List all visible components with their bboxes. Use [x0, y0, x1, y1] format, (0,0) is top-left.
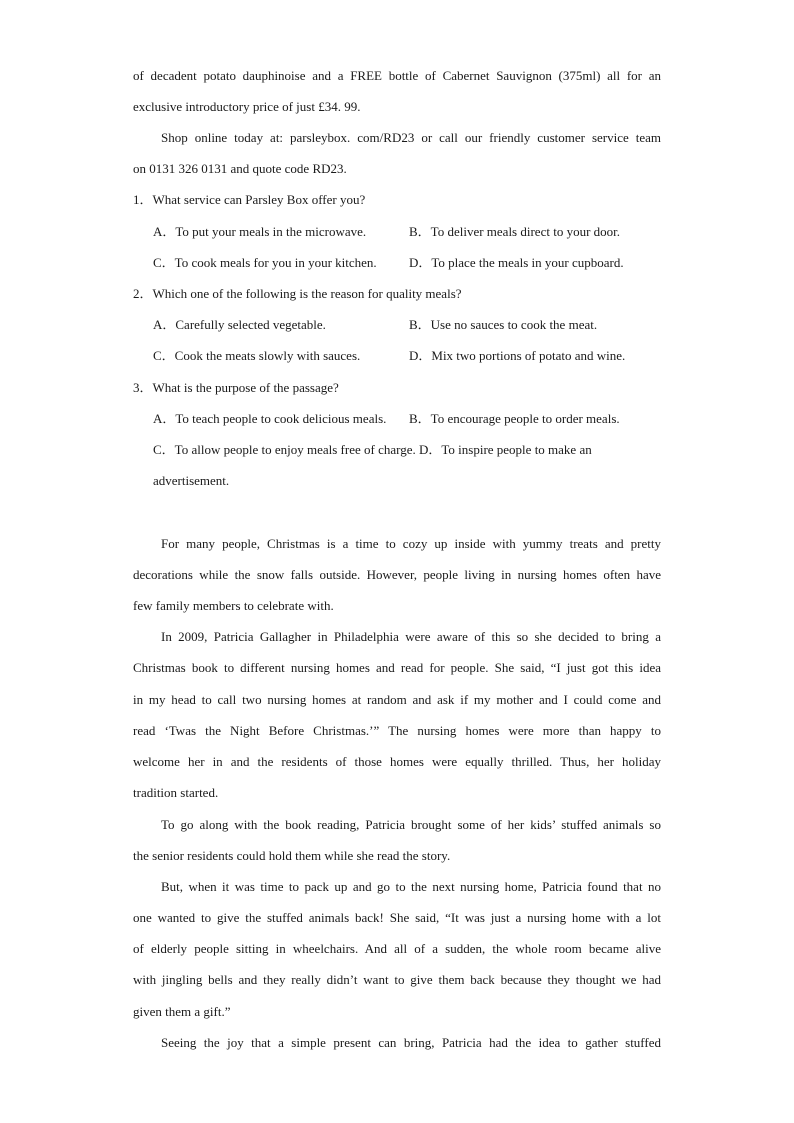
story-p4-line-1: But, when it was time to pack up and go to the next nursing home, Patricia found that no	[161, 879, 661, 894]
question-3-option-b: B．To encourage people to order meals.	[409, 411, 620, 426]
story-p2-line-3: in my head to call two nursing homes at random and ask if my mother and I could come and	[133, 692, 661, 707]
story-p3-line-1: To go along with the book reading, Patricia brought some of her kids’ stuffed animals so	[161, 817, 661, 832]
question-3-stem: 3．What is the purpose of the passage?	[133, 380, 339, 395]
story-p2-line-5: welcome her in and the residents of those homes were equally thrilled. Thus, her holiday	[133, 754, 661, 769]
story-p2-line-6: tradition started.	[133, 785, 219, 800]
story-p3-line-2: the senior residents could hold them while she read the story.	[133, 848, 451, 863]
question-1-option-c: C．To cook meals for you in your kitchen.	[153, 255, 377, 270]
story-p4-line-3: of elderly people sitting in wheelchairs. And all of a sudden, the whole room became alive	[133, 941, 661, 956]
question-2-stem: 2．Which one of the following is the reason for quality meals?	[133, 286, 462, 301]
ad-line-1: of decadent potato dauphinoise and a FREE bottle of Cabernet Sauvignon (375ml) all for an	[133, 68, 661, 83]
question-3-option-d-continued: advertisement.	[153, 473, 230, 488]
ad-line-2: exclusive introductory price of just £34. 99.	[133, 99, 361, 114]
question-1-option-a: A．To put your meals in the microwave.	[153, 224, 367, 239]
story-p1-line-2: decorations while the snow falls outside. However, people living in nursing homes often have	[133, 567, 661, 582]
story-p4-line-2: one wanted to give the stuffed animals back! She said, “It was just a nursing home with a lot	[133, 910, 661, 925]
question-2-option-b: B．Use no sauces to cook the meat.	[409, 317, 598, 332]
question-2-option-c: C．Cook the meats slowly with sauces.	[153, 348, 361, 363]
question-1-option-d: D．To place the meals in your cupboard.	[409, 255, 624, 270]
story-p4-line-4: with jingling bells and they really didn’t want to give them back because they thought we had	[133, 972, 661, 987]
story-p1-line-1: For many people, Christmas is a time to cozy up inside with yummy treats and pretty	[161, 536, 661, 551]
story-p4-line-5: given them a gift.”	[133, 1004, 231, 1019]
ad-line-3: Shop online today at: parsleybox. com/RD23 or call our friendly customer service team	[161, 130, 661, 145]
question-2-option-a: A．Carefully selected vegetable.	[153, 317, 326, 332]
story-p5-line-1: Seeing the joy that a simple present can bring, Patricia had the idea to gather stuffed	[161, 1035, 661, 1050]
story-p2-line-1: In 2009, Patricia Gallagher in Philadelphia were aware of this so she decided to bring a	[161, 629, 661, 644]
story-p2-line-2: Christmas book to different nursing homes and read for people. She said, “I just got this idea	[133, 660, 661, 675]
ad-line-4: on 0131 326 0131 and quote code RD23.	[133, 161, 347, 176]
story-p1-line-3: few family members to celebrate with.	[133, 598, 334, 613]
question-1-option-b: B．To deliver meals direct to your door.	[409, 224, 621, 239]
question-3-option-a: A．To teach people to cook delicious meals.	[153, 411, 387, 426]
story-p2-line-4: read ‘Twas the Night Before Christmas.’” The nursing homes were more than happy to	[133, 723, 661, 738]
question-2-option-d: D．Mix two portions of potato and wine.	[409, 348, 626, 363]
question-3-option-c-d: C．To allow people to enjoy meals free of charge. D．To inspire people to make an	[153, 442, 592, 457]
question-1-stem: 1．What service can Parsley Box offer you?	[133, 192, 366, 207]
